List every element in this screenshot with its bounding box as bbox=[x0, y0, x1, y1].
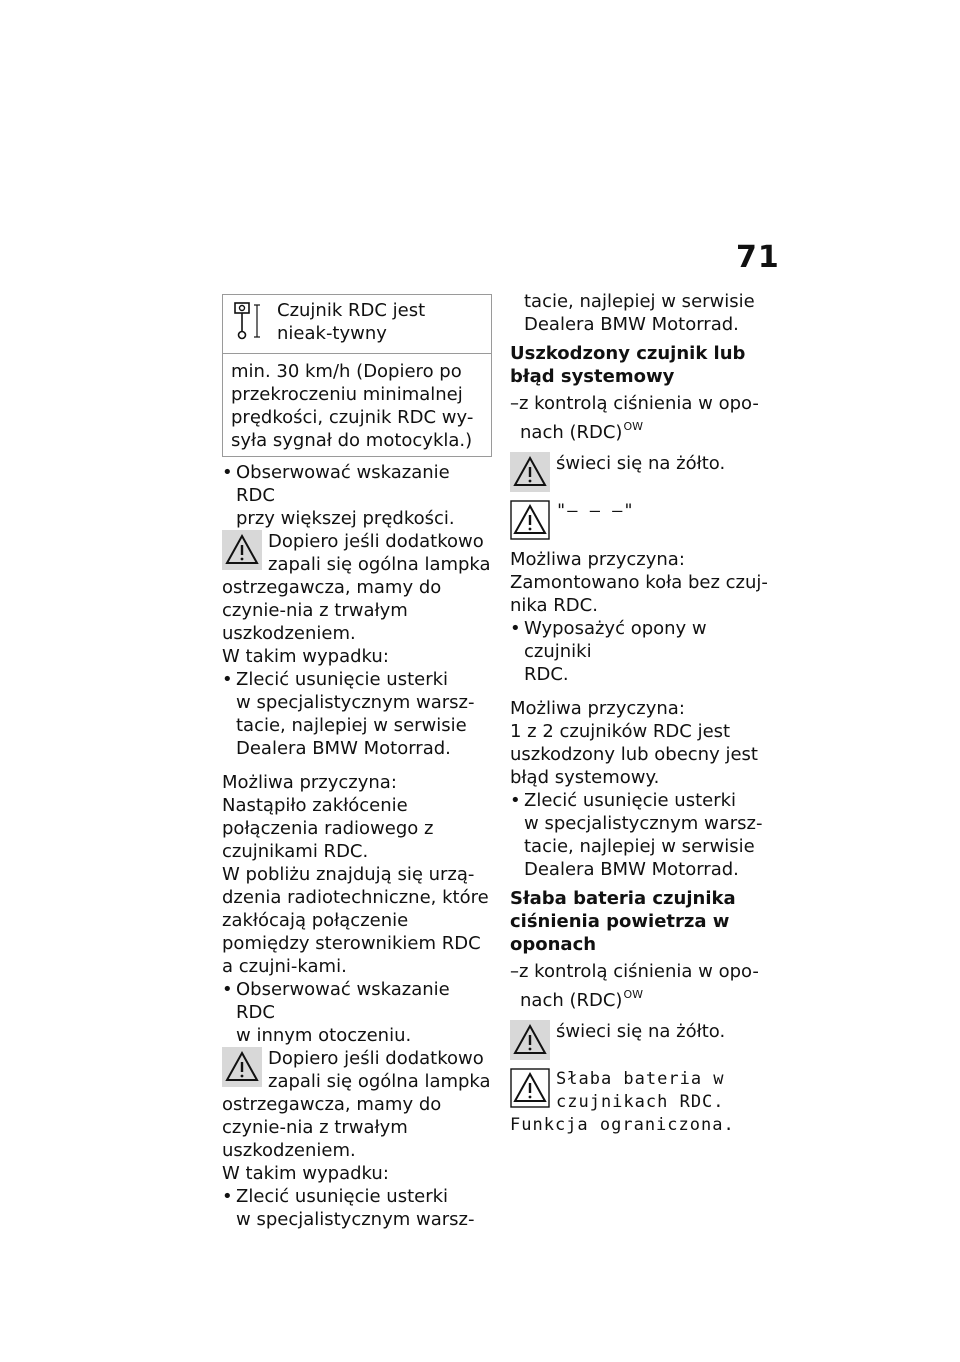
left-column bbox=[222, 294, 492, 1231]
warning-triangle-filled-icon bbox=[510, 452, 550, 492]
warning-triangle-outline-icon bbox=[510, 1068, 550, 1108]
display-row-1 bbox=[510, 500, 770, 540]
cause-label-r1: Możliwa przyczyna: bbox=[510, 549, 685, 570]
continued-text: tacie, najlepiej w serwisie Dealera BMW Motorrad. bbox=[524, 291, 755, 335]
display-text-2a: Słaba bateria w bbox=[556, 1069, 725, 1089]
option-rdc-1: –z kontrolą ciśnienia w opo-nach (RDC)$^{OW}$ bbox=[510, 393, 759, 443]
cause-sensor-damaged: 1 z 2 czujników RDC jest uszkodzony lub obecny jest błąd systemowy. bbox=[510, 721, 758, 788]
warning-note-2 bbox=[222, 1047, 492, 1162]
rdc-sensor-icon bbox=[231, 299, 263, 343]
display-text-2b: czujnikach RDC. bbox=[556, 1092, 725, 1112]
page-number: 71 bbox=[736, 240, 780, 275]
lamp-text-1: świeci się na żółto. bbox=[556, 453, 726, 474]
display-row-2 bbox=[510, 1068, 770, 1137]
case-label-2: W takim wypadku: bbox=[222, 1163, 389, 1184]
warning-triangle-outline-icon bbox=[510, 500, 550, 540]
bullet-observe-rdc: • Obserwować wskazanie RDC przy większej prędkości. bbox=[222, 461, 492, 530]
warning-triangle-filled-icon bbox=[510, 1020, 550, 1060]
cause-label: Możliwa przyczyna: bbox=[222, 772, 397, 793]
cause-no-sensor: Zamontowano koła bez czuj-nika RDC. bbox=[510, 572, 768, 616]
sensor-table-title: Czujnik RDC jest nieak-tywny bbox=[277, 300, 426, 344]
bullet-repair-1: • Zlecić usunięcie usterki w specjalistycznym warsz- tacie, najlepiej w serwisie Dealera BMW Motorrad. bbox=[222, 668, 492, 760]
warning-note-2-text: Dopiero jeśli dodatkowo zapali się ogólna lampka ostrzegawcza, mamy do czynie-nia z trwałym uszkodzeniem. bbox=[222, 1048, 491, 1161]
heading-sensor-fault: Uszkodzony czujnik lub błąd systemowy bbox=[510, 343, 746, 387]
bullet-observe-other: • Obserwować wskazanie RDC w innym otoczeniu. bbox=[222, 978, 492, 1047]
cause-label-r2: Możliwa przyczyna: bbox=[510, 698, 685, 719]
cause-radio: Nastąpiło zakłócenie połączenia radiowego z czujnikami RDC. bbox=[222, 795, 434, 862]
right-column bbox=[510, 290, 770, 1137]
lamp-row-2 bbox=[510, 1020, 770, 1060]
display-text-1: "– – –" bbox=[556, 501, 635, 521]
bullet-equip-sensors: • Wyposażyć opony w czujniki RDC. bbox=[510, 617, 770, 686]
lamp-row-1 bbox=[510, 452, 770, 492]
sensor-table-header bbox=[223, 295, 491, 354]
case-label-1: W takim wypadku: bbox=[222, 646, 389, 667]
bullet-repair-3: • Zlecić usunięcie usterki w specjalistycznym warsz- tacie, najlepiej w serwisie Dealera BMW Motorrad. bbox=[510, 789, 770, 881]
lamp-text-2: świeci się na żółto. bbox=[556, 1021, 726, 1042]
heading-weak-battery: Słaba bateria czujnika ciśnienia powietrza w oponach bbox=[510, 888, 736, 955]
warning-note-1 bbox=[222, 530, 492, 645]
cause-radio-devices: W pobliżu znajdują się urzą-dzenia radiotechniczne, które zakłócają połączenie pomiędzy sterownikiem RDC a czujni-kami. bbox=[222, 864, 489, 977]
warning-note-1-text: Dopiero jeśli dodatkowo zapali się ogólna lampka ostrzegawcza, mamy do czynie-nia z trwałym uszkodzeniem. bbox=[222, 531, 491, 644]
warning-triangle-filled-icon bbox=[222, 1047, 262, 1087]
sensor-table bbox=[222, 294, 492, 457]
option-rdc-2: –z kontrolą ciśnienia w opo-nach (RDC)$^{OW}$ bbox=[510, 961, 759, 1011]
warning-triangle-filled-icon bbox=[222, 530, 262, 570]
bullet-repair-2: • Zlecić usunięcie usterki w specjalistycznym warsz- bbox=[222, 1185, 492, 1231]
display-text-2c: Funkcja ograniczona. bbox=[510, 1115, 735, 1135]
sensor-table-body: min. 30 km/h (Dopiero po przekroczeniu minimalnej prędkości, czujnik RDC wy-syła sygnał do motocykla.) bbox=[231, 361, 474, 451]
